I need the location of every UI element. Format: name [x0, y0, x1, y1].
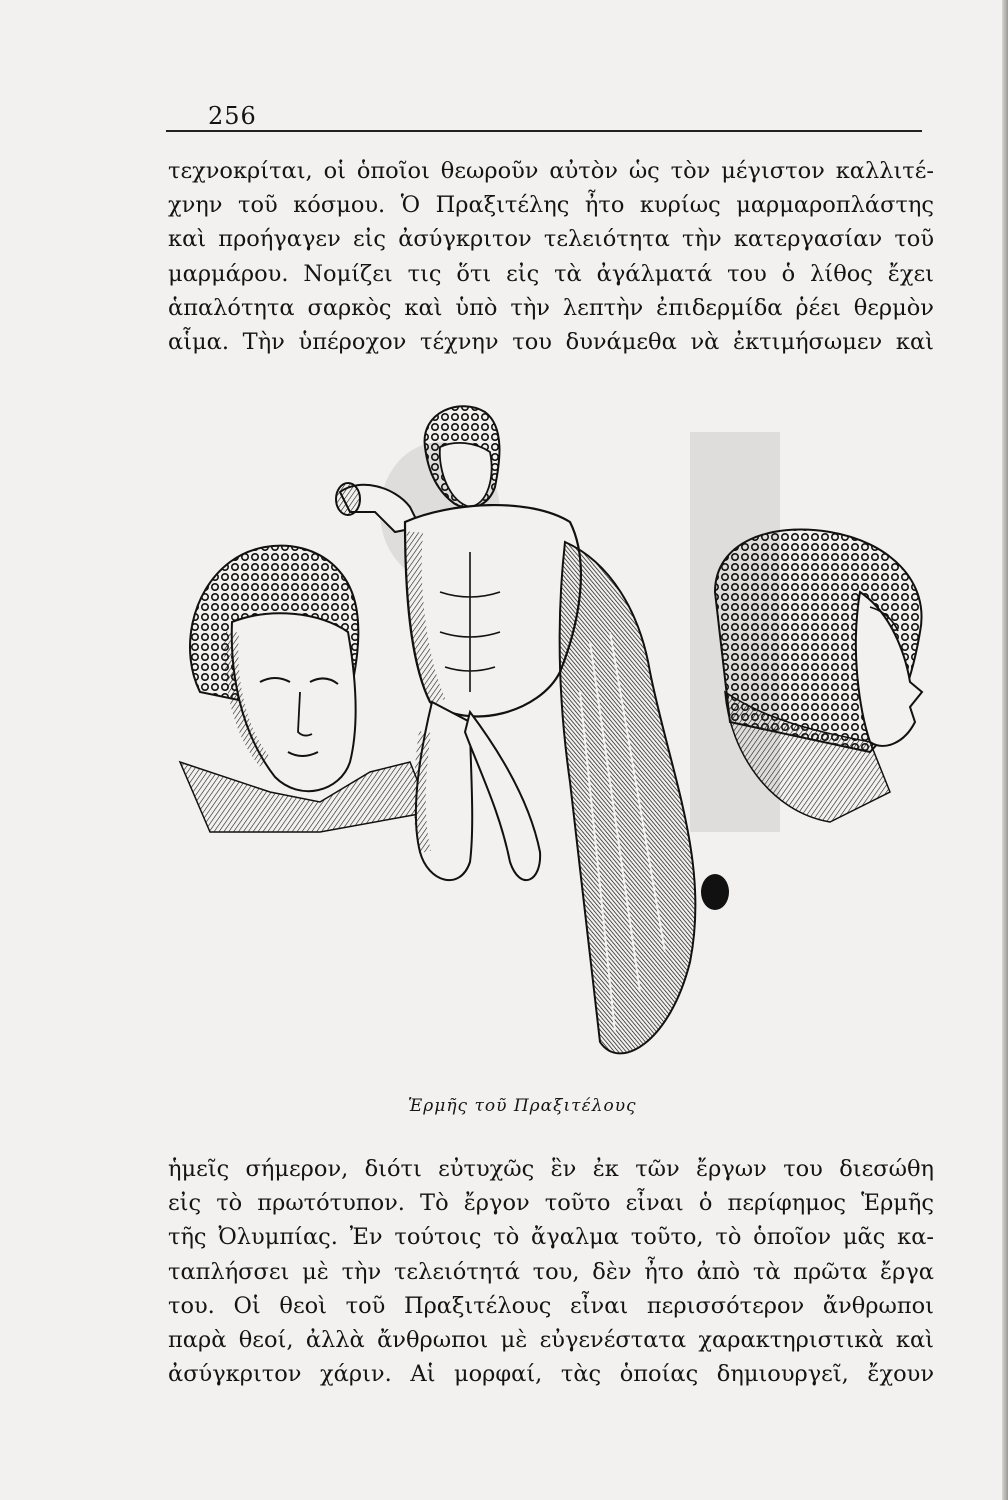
hermes-statue-drawing [336, 406, 729, 1053]
text-line: αἷμα. Τὴν ὑπέροχον τέχνην του δυνάμεθα νὰ ἐκτιμήσωμεν καὶ [168, 329, 934, 356]
paragraph-bottom [168, 1152, 934, 1391]
text-line: παρὰ θεοί, ἀλλὰ ἄνθρωποι μὲ εὐγενέστατα χαρακτηριστικὰ καὶ [168, 1327, 934, 1354]
text-line: του. Οἱ θεοὶ τοῦ Πραξιτέλους εἶναι περισσότερον ἄνθρωποι [168, 1292, 934, 1319]
hermes-illustration [170, 392, 940, 1082]
page-number: 256 [208, 102, 257, 130]
figure-caption: Ἑρμῆς τοῦ Πραξιτέλους [408, 1096, 637, 1116]
paragraph-top [168, 154, 934, 359]
text-line: καὶ προήγαγεν εἰς ἀσύγκριτον τελειότητα τὴν κατεργασίαν τοῦ [168, 226, 934, 253]
text-line: τῆς Ὀλυμπίας. Ἐν τούτοις τὸ ἄγαλμα τοῦτο, τὸ ὁποῖον μᾶς κα- [168, 1224, 934, 1251]
text-line: εἰς τὸ πρωτότυπον. Τὸ ἔργον τοῦτο εἶναι ὁ περίφημος Ἑρμῆς [168, 1190, 934, 1217]
left-head-drawing [180, 546, 430, 832]
text-line: χνην τοῦ κόσμου. Ὁ Πραξιτέλης ἦτο κυρίως μαρμαροπλάστης [168, 192, 934, 219]
text-line: ἡμεῖς σήμερον, διότι εὐτυχῶς ἓν ἐκ τῶν ἔργων του διεσώθη [168, 1156, 934, 1182]
text-line: ταπλήσσει μὲ τὴν τελειότητά του, δὲν ἦτο ἀπὸ τὰ πρῶτα ἔργα [168, 1258, 934, 1285]
text-line: ἁπαλότητα σαρκὸς καὶ ὑπὸ τὴν λεπτὴν ἐπιδερμίδα ῥέει θερμὸν [168, 294, 934, 321]
page-edge-shadow [1002, 0, 1008, 1500]
text-line: τεχνοκρίται, οἱ ὁποῖοι θεωροῦν αὐτὸν ὡς τὸν μέγιστον καλλιτέ- [168, 158, 934, 184]
text-line: ἀσύγκριτον χάριν. Αἱ μορφαί, τὰς ὁποίας δημιουργεῖ, ἔχουν [168, 1361, 934, 1388]
text-line: μαρμάρου. Νομίζει τις ὅτι εἰς τὰ ἀγάλματά του ὁ λίθος ἔχει [168, 260, 934, 287]
header-rule [166, 130, 922, 132]
